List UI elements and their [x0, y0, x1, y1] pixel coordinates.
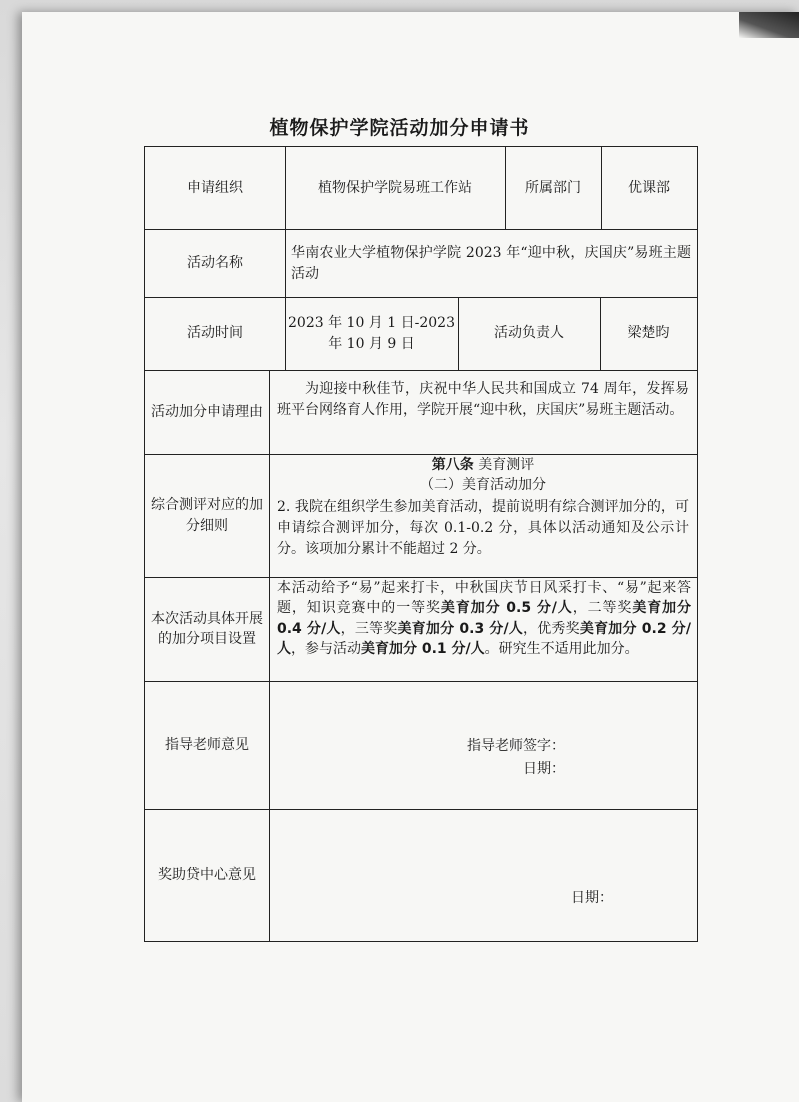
- leader-value: 梁楚昀: [627, 325, 670, 342]
- bonus-text: ，二等奖: [572, 600, 633, 617]
- bonus-detail: [277, 578, 691, 659]
- bonus-text: ，参与活动: [291, 640, 361, 657]
- activity-name-label: 活动名称: [187, 254, 243, 271]
- bonus-excellence-prize: 美育加分 0.2 分/人: [277, 620, 691, 657]
- activity-time-label: 活动时间: [187, 325, 243, 342]
- leader-label: 活动负责人: [494, 325, 564, 342]
- aid-center-date-label: 日期：: [571, 890, 613, 906]
- bonus-label-line-2: 的加分项目设置: [158, 631, 256, 647]
- advisor-date-label: 日期：: [523, 761, 565, 777]
- applicant-label: 申请组织: [187, 179, 243, 196]
- bonus-participation: 美育加分 0.1 分/人: [361, 640, 485, 657]
- rule-article: 第八条: [431, 457, 474, 473]
- page-title: 植物保护学院活动加分申请书: [269, 117, 530, 139]
- application-form: [144, 146, 698, 942]
- rule-label-line-2: 分细则: [186, 517, 228, 534]
- corner-shadow: [739, 12, 799, 38]
- rule-sub-title: （二）美育活动加分: [420, 477, 546, 494]
- reason-text: 为迎接中秋佳节，庆祝中华人民共和国成立 74 周年，发挥易班平台网络育人作用，学院开展“迎中秋，庆国庆”易班主题活动。: [277, 381, 689, 418]
- bonus-text: 本活动给予“易”起来打卡，中秋国庆节日风采打卡、“易”起来答题，知识竞赛中的一等奖: [277, 580, 691, 617]
- bonus-text: ，优秀奖: [523, 620, 580, 637]
- rule-label: [145, 454, 269, 577]
- dept-value: 优课部: [628, 179, 670, 196]
- advisor-sign-label: 指导老师签字：: [467, 738, 565, 754]
- activity-time-value: [285, 297, 458, 370]
- time-line-1: 2023 年 10 月 1 日-2023: [288, 315, 455, 332]
- aid-center-opinion-label: 奖助贷中心意见: [158, 866, 256, 883]
- reason-label: 活动加分申请理由: [151, 403, 263, 420]
- bonus-label: [145, 577, 269, 681]
- rule-heading: [269, 455, 697, 496]
- rule-label-line-1: 综合测评对应的加: [151, 497, 263, 514]
- time-line-2: 年 10 月 9 日: [328, 335, 415, 352]
- advisor-opinion-label: 指导老师意见: [165, 736, 249, 753]
- bonus-first-prize: 美育加分 0.5 分/人: [440, 600, 573, 617]
- rule-article-title: 美育测评: [478, 457, 535, 473]
- activity-name-value: 华南农业大学植物保护学院 2023 年“迎中秋，庆国庆”易班主题活动: [291, 245, 691, 282]
- bonus-label-line-1: 本次活动具体开展: [151, 610, 263, 627]
- bonus-second-prize: 美育加分 0.4 分/人: [277, 600, 692, 637]
- bonus-text: ，三等奖: [340, 620, 398, 637]
- bonus-third-prize: 美育加分 0.3 分/人: [397, 620, 524, 637]
- applicant-value: 植物保护学院易班工作站: [318, 179, 472, 196]
- rule-detail: 2. 我院在组织学生参加美育活动，提前说明有综合测评加分的，可申请综合测评加分，每次 0.1-0.2 分，具体以活动通知及公示计分。该项加分累计不能超过 2 分。: [277, 499, 689, 557]
- dept-label: 所属部门: [525, 179, 581, 196]
- bonus-text: 。研究生不适用此加分。: [484, 640, 639, 657]
